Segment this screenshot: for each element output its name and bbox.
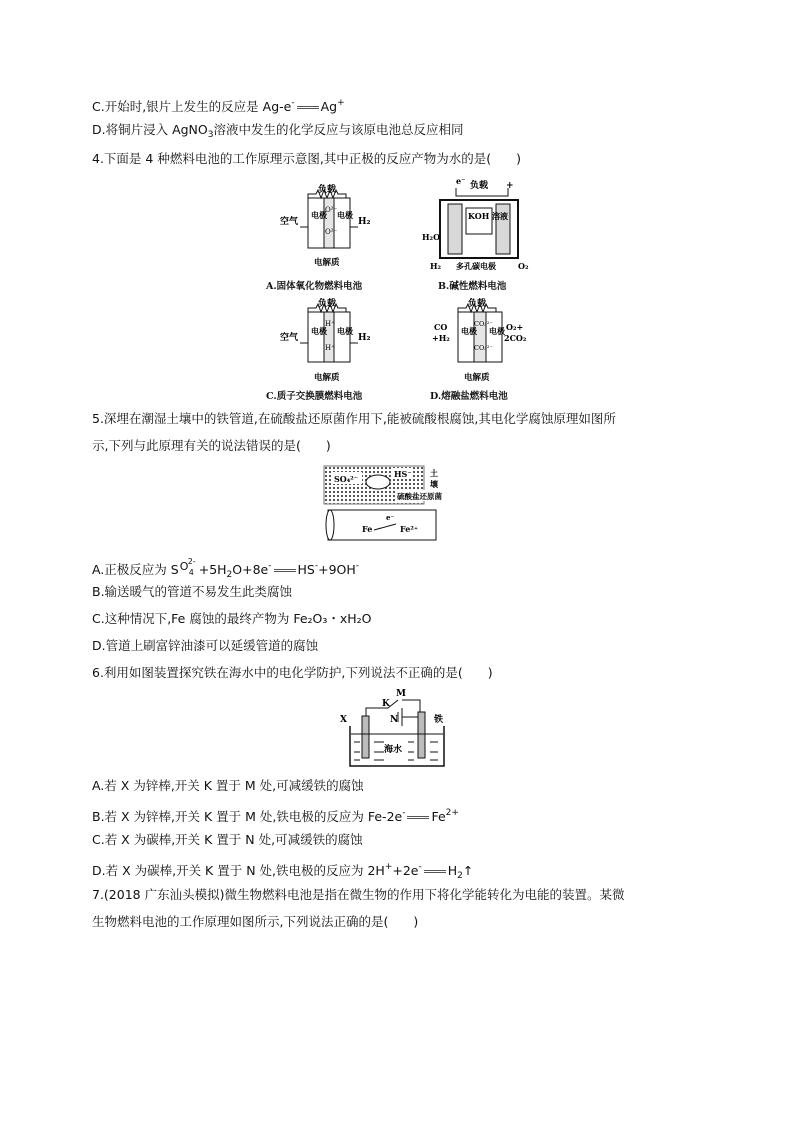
svg-text:CO₃²⁻: CO₃²⁻: [474, 320, 493, 328]
svg-text:+H₂: +H₂: [432, 333, 450, 343]
svg-text:H⁺: H⁺: [325, 320, 335, 328]
q5-stem-2: 示,下列与此原理有关的说法错误的是( ): [92, 438, 331, 453]
svg-text:O²⁻: O²⁻: [325, 228, 338, 236]
svg-text:O₂: O₂: [518, 261, 529, 271]
q6-option-d: D.若 X 为碳棒,开关 K 置于 N 处,铁电极的反应为 2H++2e- $H_2↑$: [92, 862, 474, 881]
svg-text:电解质: 电解质: [464, 373, 490, 383]
svg-text:H₂: H₂: [358, 217, 371, 227]
svg-text:电极: 电极: [461, 326, 477, 336]
fig-q6-seawater-protection: [338, 686, 458, 770]
svg-text:SO₄²⁻: SO₄²⁻: [334, 474, 358, 484]
q5-option-c: C.这种情况下,Fe 腐蚀的最终产物为 Fe₂O₃・xH₂O: [92, 611, 372, 626]
svg-text:N: N: [390, 715, 399, 725]
q6-stem: 6.利用如图装置探究铁在海水中的电化学防护,下列说法不正确的是( ): [92, 665, 493, 680]
svg-text:土: 土: [430, 468, 438, 478]
svg-text:K: K: [382, 699, 390, 709]
q7-stem-2: 生物燃料电池的工作原理如图所示,下列说法正确的是( ): [92, 914, 419, 929]
q5-option-b: B.输送暖气的管道不易发生此类腐蚀: [92, 584, 293, 599]
fig-b-caption: B.碱性燃料电池: [438, 281, 507, 292]
svg-text:e⁻: e⁻: [456, 176, 466, 186]
svg-text:H₂O: H₂O: [422, 232, 441, 242]
q6-option-a: A.若 X 为锌棒,开关 K 置于 M 处,可减缓铁的腐蚀: [92, 778, 364, 793]
q5-option-a: A.正极反应为 S O 2- 4 $+5H_2O+8e^-$ HS-+9OH-: [92, 557, 360, 580]
svg-text:+: +: [506, 181, 514, 191]
fig-a-solid-oxide-cell: [278, 180, 388, 275]
svg-text:负载: 负载: [318, 185, 337, 195]
svg-text:电极: 电极: [337, 210, 353, 220]
svg-text:电极: 电极: [311, 326, 327, 336]
svg-text:H⁺: H⁺: [325, 344, 335, 352]
svg-text:多孔碳电极: 多孔碳电极: [456, 261, 496, 271]
fig-a-caption: A.固体氧化物燃料电池: [266, 281, 363, 292]
equals-mark: [274, 569, 296, 572]
svg-text:O²⁻: O²⁻: [325, 206, 338, 214]
svg-text:H₂: H₂: [358, 333, 371, 343]
fig-d-caption: D.熔融盐燃料电池: [430, 391, 508, 402]
fig-b-alkaline-cell: [418, 174, 538, 274]
svg-text:Fe²⁺: Fe²⁺: [400, 524, 419, 534]
svg-text:负载: 负载: [468, 299, 487, 309]
svg-text:KOH 溶液: KOH 溶液: [468, 211, 509, 221]
svg-text:X: X: [340, 715, 347, 725]
fig-d-molten-salt-cell: [428, 294, 538, 389]
svg-text:CO: CO: [434, 322, 448, 332]
q3-option-d: D.将铜片浸入 AgNO$_3$溶液中发生的化学反应与该原电池总反应相同: [92, 122, 464, 140]
svg-text:负载: 负载: [318, 299, 337, 309]
svg-text:H₂: H₂: [430, 261, 442, 271]
svg-text:M: M: [396, 689, 406, 699]
equals-mark: [424, 870, 446, 873]
q5-option-d: D.管道上刷富锌油漆可以延缓管道的腐蚀: [92, 638, 319, 653]
fig-q5-pipe-corrosion: [320, 462, 450, 544]
svg-text:铁: 铁: [434, 715, 444, 725]
fig-c-pem-cell: [278, 294, 388, 389]
svg-text:CO₃²⁻: CO₃²⁻: [474, 344, 493, 352]
svg-text:2CO₂: 2CO₂: [504, 333, 527, 343]
q5-stem-1: 5.深埋在潮湿土壤中的铁管道,在硫酸盐还原菌作用下,能被硫酸根腐蚀,其电化学腐蚀原理如图所: [92, 411, 616, 426]
q6-option-b: B.若 X 为锌棒,开关 K 置于 M 处,铁电极的反应为 Fe-2e- $Fe^{2+}$: [92, 808, 459, 824]
q3-option-c: C.开始时,银片上发生的反应是 Ag-e- Ag+: [92, 98, 345, 114]
svg-text:电解质: 电解质: [314, 373, 340, 383]
svg-text:硫酸盐还原菌: 硫酸盐还原菌: [397, 492, 442, 501]
equals-mark: [407, 816, 429, 819]
fig-c-caption: C.质子交换膜燃料电池: [266, 391, 363, 402]
svg-text:HS⁻: HS⁻: [394, 469, 412, 479]
svg-text:O₂+: O₂+: [506, 322, 524, 332]
equals-mark: [297, 106, 319, 109]
svg-text:电极: 电极: [337, 326, 353, 336]
svg-text:空气: 空气: [280, 217, 299, 227]
svg-text:电极: 电极: [311, 210, 327, 220]
svg-text:e⁻: e⁻: [386, 513, 395, 522]
svg-text:Fe: Fe: [362, 524, 373, 534]
q7-stem-1: 7.(2018 广东汕头模拟)微生物燃料电池是指在微生物的作用下将化学能转化为电能的装置。某微: [92, 887, 625, 902]
svg-text:负载: 负载: [470, 181, 489, 191]
svg-text:海水: 海水: [384, 745, 403, 755]
svg-text:电解质: 电解质: [314, 258, 340, 268]
q6-option-c: C.若 X 为碳棒,开关 K 置于 N 处,可减缓铁的腐蚀: [92, 832, 363, 847]
svg-text:壤: 壤: [430, 479, 438, 489]
q4-stem: 4.下面是 4 种燃料电池的工作原理示意图,其中正极的反应产物为水的是( ): [92, 151, 522, 166]
svg-text:空气: 空气: [280, 333, 299, 343]
svg-text:电极: 电极: [489, 326, 505, 336]
